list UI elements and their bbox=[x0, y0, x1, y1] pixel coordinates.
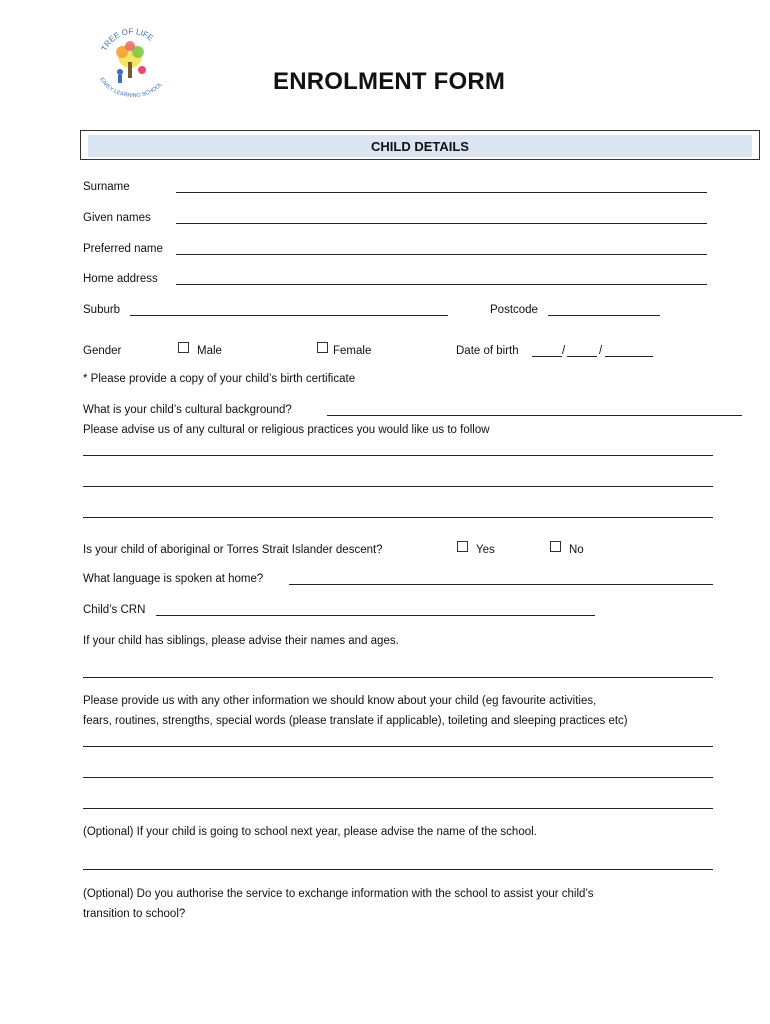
section-title: CHILD DETAILS bbox=[371, 139, 469, 154]
yes-label: Yes bbox=[476, 544, 495, 556]
svg-text:EARLY LEARNING SCHOOL: EARLY LEARNING SCHOOL bbox=[98, 76, 164, 100]
male-checkbox[interactable] bbox=[178, 342, 189, 353]
yes-checkbox[interactable] bbox=[457, 541, 468, 552]
other-info-line[interactable] bbox=[83, 746, 713, 747]
male-label: Male bbox=[197, 345, 222, 357]
home-address-label: Home address bbox=[83, 273, 158, 285]
cultural-practices-line[interactable] bbox=[83, 455, 713, 456]
dob-year-field[interactable] bbox=[605, 356, 653, 357]
page-title: ENROLMENT FORM bbox=[273, 68, 506, 95]
other-info-line[interactable] bbox=[83, 808, 713, 809]
crn-field[interactable] bbox=[156, 615, 595, 616]
postcode-field[interactable] bbox=[548, 315, 660, 316]
postcode-label: Postcode bbox=[490, 304, 538, 316]
suburb-field[interactable] bbox=[130, 315, 448, 316]
cultural-background-field[interactable] bbox=[327, 415, 742, 416]
authorise-label-cont: transition to school? bbox=[83, 908, 186, 920]
aboriginal-descent-label: Is your child of aboriginal or Torres Strait Islander descent? bbox=[83, 544, 383, 556]
given-names-field[interactable] bbox=[176, 223, 707, 224]
suburb-label: Suburb bbox=[83, 304, 121, 316]
school-label: (Optional) If your child is going to school next year, please advise the name of the school. bbox=[83, 826, 537, 838]
dob-day-field[interactable] bbox=[532, 356, 562, 357]
cultural-practices-line[interactable] bbox=[83, 486, 713, 487]
home-address-field[interactable] bbox=[176, 284, 707, 285]
surname-field[interactable] bbox=[176, 192, 707, 193]
authorise-label: (Optional) Do you authorise the service to exchange information with the school to assist your child’s bbox=[83, 888, 594, 900]
female-label: Female bbox=[333, 345, 372, 357]
surname-label: Surname bbox=[83, 181, 130, 193]
school-logo bbox=[90, 22, 174, 106]
cultural-practices-label: Please advise us of any cultural or religious practices you would like us to follow bbox=[83, 424, 490, 436]
other-info-line[interactable] bbox=[83, 777, 713, 778]
svg-text:TREE OF LIFE: TREE OF LIFE bbox=[99, 26, 155, 53]
gender-label: Gender bbox=[83, 345, 122, 357]
no-checkbox[interactable] bbox=[550, 541, 561, 552]
language-field[interactable] bbox=[289, 584, 713, 585]
given-names-label: Given names bbox=[83, 212, 151, 224]
cultural-practices-line[interactable] bbox=[83, 517, 713, 518]
school-field[interactable] bbox=[83, 869, 713, 870]
other-info-label: Please provide us with any other information we should know about your child (eg favourite activities, bbox=[83, 695, 597, 707]
cultural-background-label: What is your child’s cultural background? bbox=[83, 404, 292, 416]
no-label: No bbox=[569, 544, 584, 556]
language-label: What language is spoken at home? bbox=[83, 573, 264, 585]
siblings-field[interactable] bbox=[83, 677, 713, 678]
dob-month-field[interactable] bbox=[567, 356, 597, 357]
female-checkbox[interactable] bbox=[317, 342, 328, 353]
dob-separator: / bbox=[599, 345, 603, 357]
crn-label: Child’s CRN bbox=[83, 604, 146, 616]
birth-certificate-note: * Please provide a copy of your child’s birth certificate bbox=[83, 373, 356, 385]
siblings-label: If your child has siblings, please advise their names and ages. bbox=[83, 635, 399, 647]
preferred-name-field[interactable] bbox=[176, 254, 707, 255]
other-info-label-cont: fears, routines, strengths, special words (please translate if applicable), toileting and sleeping practices etc) bbox=[83, 715, 628, 727]
preferred-name-label: Preferred name bbox=[83, 243, 163, 255]
dob-label: Date of birth bbox=[456, 345, 519, 357]
dob-separator: / bbox=[562, 345, 566, 357]
